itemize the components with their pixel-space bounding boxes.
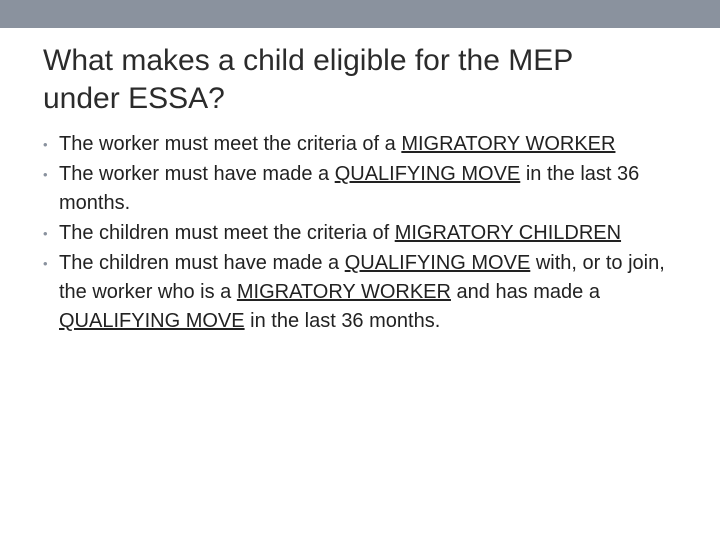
bullet-text: The children must have made a (59, 252, 345, 274)
bullet-text: in the last 36 months. (244, 310, 441, 332)
bullet-underlined-term: MIGRATORY WORKER (401, 133, 616, 155)
bullet-text: with, or to join, the worker who is a (59, 252, 665, 303)
bullet-dot-icon: • (43, 167, 48, 182)
bullet-underlined-term: QUALIFYING MOVE (344, 252, 531, 274)
title-line-2: under ESSA? (43, 82, 225, 115)
bullet-underlined-term: MIGRATORY CHILDREN (394, 222, 622, 244)
bullet-dot-icon: • (43, 226, 48, 241)
bullet-text: in the last 36 months. (59, 163, 640, 214)
title-line-1: What makes a child eligible for the MEP (43, 44, 574, 77)
bullet-underlined-term: QUALIFYING MOVE (59, 310, 245, 332)
bullet-text: and has made a (450, 281, 600, 303)
bullet-text: The worker must meet the criteria of a (59, 133, 402, 155)
bullet-item (43, 249, 693, 336)
slide-title (43, 42, 683, 118)
bullet-item (43, 219, 693, 248)
bullet-item (43, 160, 693, 218)
bullet-underlined-term: QUALIFYING MOVE (334, 163, 521, 185)
bullet-item (43, 130, 693, 159)
bullet-text: The children must meet the criteria of (59, 222, 395, 244)
bullet-dot-icon: • (43, 256, 48, 271)
top-accent-bar (0, 0, 720, 28)
bullet-dot-icon: • (43, 137, 48, 152)
bullet-underlined-term: MIGRATORY WORKER (236, 281, 451, 303)
bullet-list (43, 130, 693, 337)
bullet-text: The worker must have made a (59, 163, 335, 185)
